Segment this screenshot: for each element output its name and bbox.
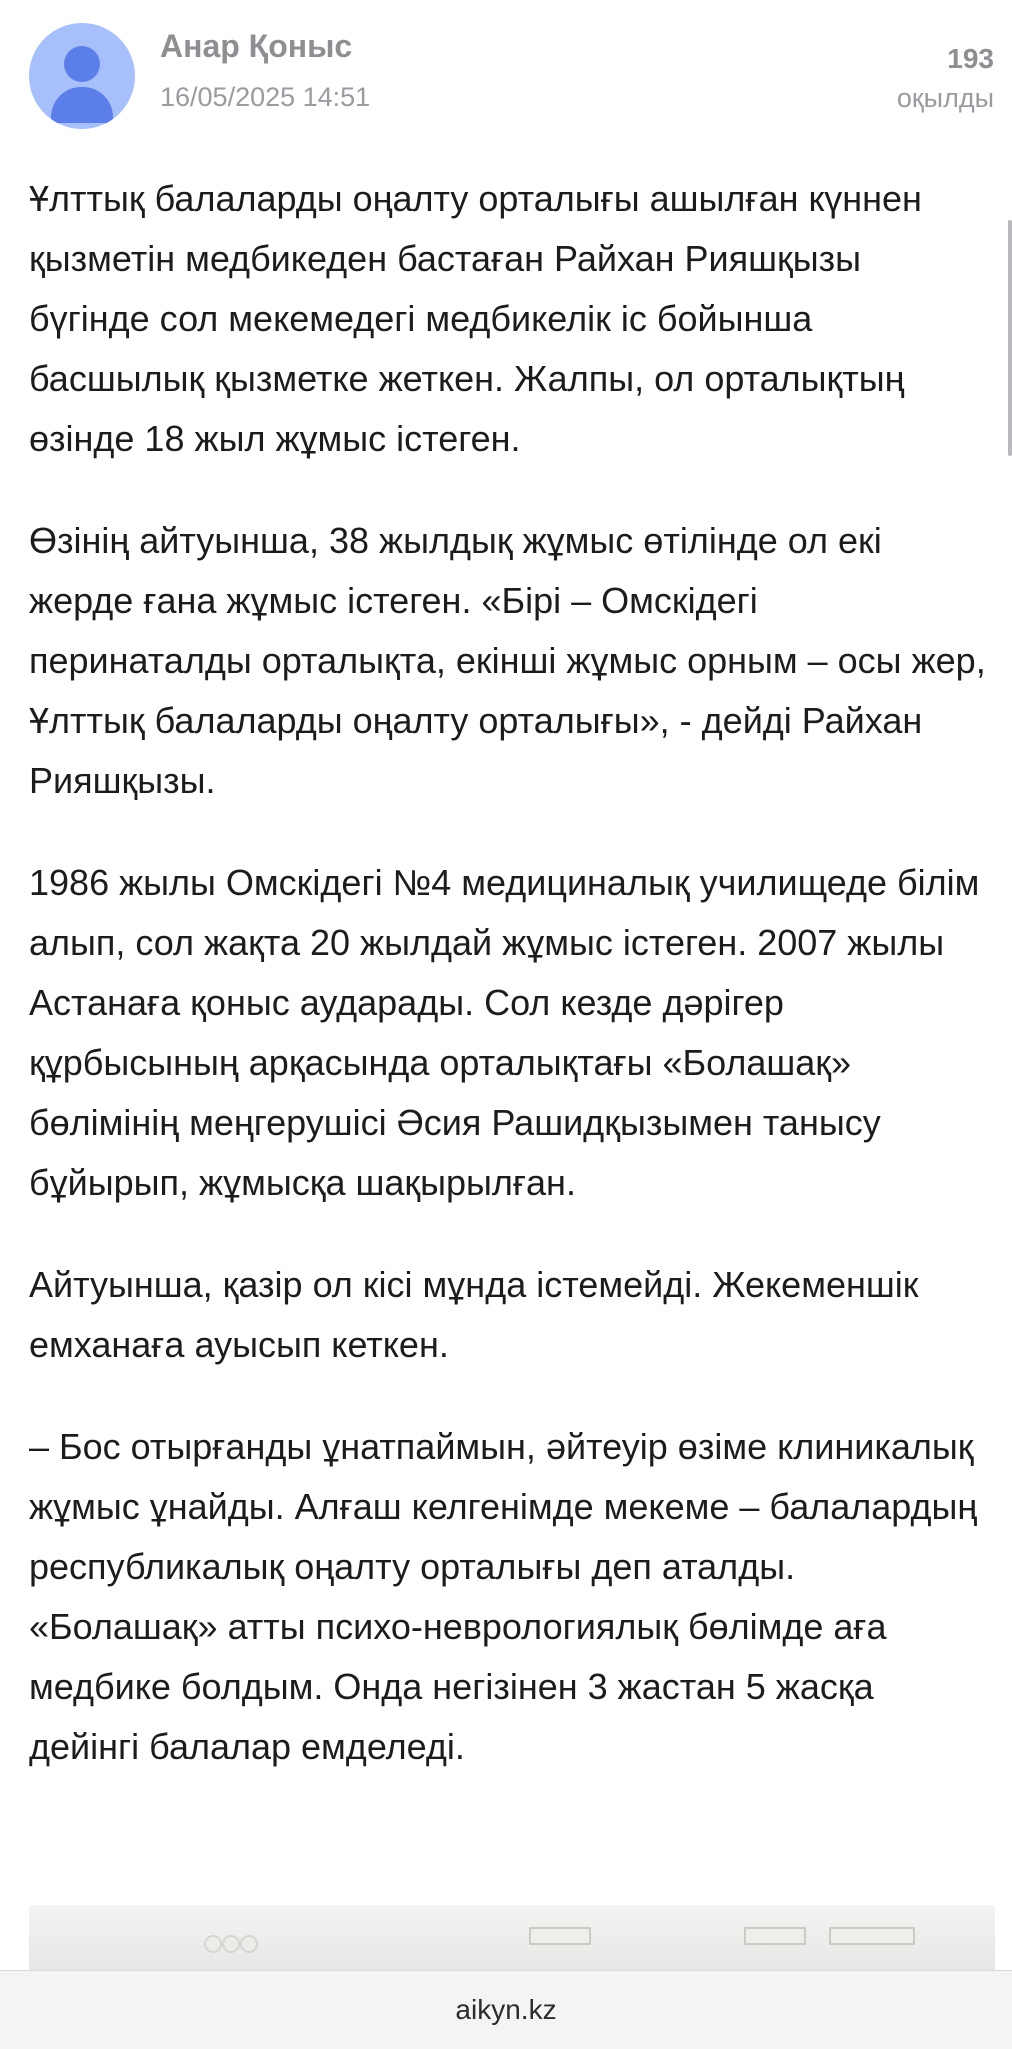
post-date: 16/05/2025 14:51 <box>160 82 371 112</box>
browser-address-bar[interactable] <box>0 1970 1012 2049</box>
author-name[interactable]: Анар Қоныс <box>160 28 353 64</box>
post-header <box>0 0 1012 150</box>
avatar[interactable] <box>29 23 135 129</box>
article-photo[interactable] <box>29 1905 995 1975</box>
user-icon-body <box>51 87 113 123</box>
paragraph: 1986 жылы Омскідегі №4 медициналық училищеде білім алып, сол жақта 20 жылдай жұмыс істеген. 2007 жылы Астанаға қоныс аударады. Сол кезде дәрігер құрбысының арқасында орталықтағы «Болашақ» бөлімінің меңгерушісі Әсия Рашидқызымен танысу бұйырып, жұмысқа шақырылған. <box>29 862 980 1203</box>
article-body <box>29 169 989 1819</box>
ceiling-light <box>222 1935 240 1953</box>
ceiling-vent <box>829 1927 915 1945</box>
views-count: 193 <box>947 43 994 74</box>
ceiling-vent <box>744 1927 806 1945</box>
paragraph: – Бос отырғанды ұнатпаймын, әйтеуір өзіме клиникалық жұмыс ұнайды. Алғаш келгенімде мекеме – балалардың республикалық оңалту орталығы деп аталды. «Болашақ» атты психо-неврологиялық бөлімде аға медбике болдым. Онда негізінен 3 жастан 5 жасқа дейінгі балалар емделеді. <box>29 1426 978 1767</box>
ceiling-light <box>204 1935 222 1953</box>
scrollbar[interactable] <box>1008 220 1012 456</box>
views-label: оқылды <box>896 83 994 113</box>
ceiling-vent <box>529 1927 591 1945</box>
paragraph: Айтуынша, қазір ол кісі мұнда істемейді. Жекеменшік емханаға ауысып кеткен. <box>29 1264 919 1365</box>
ceiling-light <box>240 1935 258 1953</box>
view-counter <box>897 42 994 120</box>
paragraph: Ұлттық балаларды оңалту орталығы ашылған күннен қызметін медбикеден бастаған Райхан Рияшқызы бүгінде сол мекемедегі медбикелік іс бойынша басшылық қызметке жеткен. Жалпы, ол орталықтың өзінде 18 жыл жұмыс істеген. <box>29 178 922 459</box>
user-icon-head <box>64 46 100 82</box>
paragraph: Өзінің айтуынша, 38 жылдық жұмыс өтілінде ол екі жерде ғана жұмыс істеген. «Бірі – Омскідегі перинаталды орталықта, екінші жұмыс орным – осы жер, Ұлттық балаларды оңалту орталығы», - дейді Райхан Рияшқызы. <box>29 520 986 801</box>
site-domain[interactable]: aikyn.kz <box>455 1994 557 2025</box>
